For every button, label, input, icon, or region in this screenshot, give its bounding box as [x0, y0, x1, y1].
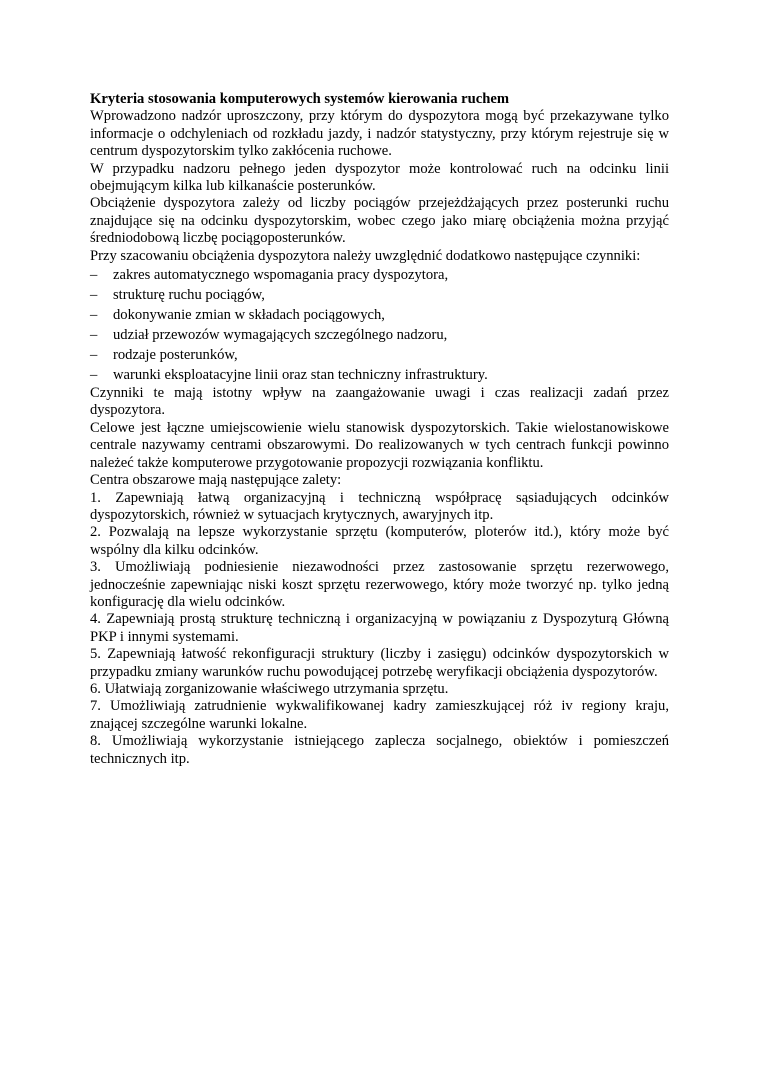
list-item: 2. Pozwalają na lepsze wykorzystanie sprzętu (komputerów, ploterów itd.), który może być wspólny dla kilku odcinków.: [90, 524, 669, 558]
advantages-list: [90, 490, 669, 769]
list-item: [90, 285, 669, 305]
dash-marker: –: [90, 287, 98, 304]
middle-paragraph-3: Centra obszarowe mają następujące zalety:: [90, 472, 342, 489]
list-item: [90, 305, 669, 325]
list-item-text: zakres automatycznego wspomagania pracy dyspozytora,: [113, 267, 449, 284]
list-item: 1. Zapewniają łatwą organizacyjną i techniczną współpracę sąsiadujących odcinków dyspozytorskich, również w sytuacjach krytycznych, awaryjnych itp.: [90, 489, 669, 523]
list-item-text: dokonywanie zmian w składach pociągowych,: [113, 307, 385, 324]
list-item: 3. Umożliwiają podniesienie niezawodności przez zastosowanie sprzętu rezerwowego, jednocześnie zapewniając niski koszt sprzętu rezerwowego, który może tworzyć np. tylko jedną konfigurację dla wielu odcinków.: [90, 559, 669, 610]
list-item: [90, 325, 669, 345]
list-item: 4. Zapewniają prostą strukturę techniczną i organizacyjną w powiązaniu z Dyspozyturą Główną PKP i innymi systemami.: [90, 611, 669, 645]
dash-marker: –: [90, 347, 98, 364]
list-item-text: udział przewozów wymagających szczególnego nadzoru,: [113, 327, 448, 344]
intro-paragraph-3: Obciążenie dyspozytora zależy od liczby pociągów przejeżdżających przez posterunki ruchu znajdujące się na odcinku dyspozytorskim, wobec czego jako miarę obciążenia można przyjąć średniodobową liczbę pociągoposterunków.: [90, 195, 669, 247]
intro-paragraph-2: W przypadku nadzoru pełnego jeden dyspozytor może kontrolować ruch na odcinku linii obejmującym kilka lub kilkanaście posterunków.: [90, 160, 669, 195]
dash-marker: –: [90, 307, 98, 324]
middle-paragraph-2: Celowe jest łączne umiejscowienie wielu stanowisk dyspozytorskich. Takie wielostanowiskowe centrale nazywamy centrami obszarowymi. Do realizowanych w tych centrach funkcji powinno należeć także komputerowe przygotowanie propozycji rozwiązania konfliktu.: [90, 419, 669, 471]
list-item: 8. Umożliwiają wykorzystanie istniejącego zaplecza socjalnego, obiektów i pomieszczeń technicznych itp.: [90, 733, 669, 767]
dash-marker: –: [90, 327, 98, 344]
list-item: 6. Ułatwiają zorganizowanie właściwego utrzymania sprzętu.: [90, 680, 449, 697]
intro-paragraph-1: Wprowadzono nadzór uproszczony, przy którym do dyspozytora mogą być przekazywane tylko informacje o odchyleniach od rozkładu jazdy, i nadzór statystyczny, przy którym rejestruje się w centrum dyspozytorskim tylko zakłócenia ruchowe.: [90, 108, 669, 160]
middle-paragraph-1: Czynniki te mają istotny wpływ na zaangażowanie uwagi i czas realizacji zadań przez dyspozytora.: [90, 385, 669, 419]
list-item: [90, 365, 669, 385]
intro-paragraph-4: Przy szacowaniu obciążenia dyspozytora należy uwzględnić dodatkowo następujące czynniki:: [90, 247, 641, 264]
list-item-text: strukturę ruchu pociągów,: [113, 287, 265, 304]
dash-marker: –: [90, 267, 98, 284]
dash-marker: –: [90, 367, 98, 384]
document-page: [90, 91, 669, 768]
list-item: 7. Umożliwiają zatrudnienie wykwalifikowanej kadry zamieszkującej róż iv regiony kraju, znającej szczególne warunki lokalne.: [90, 698, 669, 732]
list-item: 5. Zapewniają łatwość rekonfiguracji struktury (liczby i zasięgu) odcinków dyspozytorskich w przypadku zmiany warunków ruchu powodującej potrzebę weryfikacji obciążenia dyspozytorów.: [90, 646, 669, 680]
list-item-text: warunki eksploatacyjne linii oraz stan techniczny infrastruktury.: [113, 367, 488, 384]
factors-list: [90, 265, 669, 385]
list-item: [90, 345, 669, 365]
list-item: [90, 265, 669, 285]
list-item-text: rodzaje posterunków,: [113, 347, 238, 364]
document-title: Kryteria stosowania komputerowych systemów kierowania ruchem: [90, 91, 510, 107]
